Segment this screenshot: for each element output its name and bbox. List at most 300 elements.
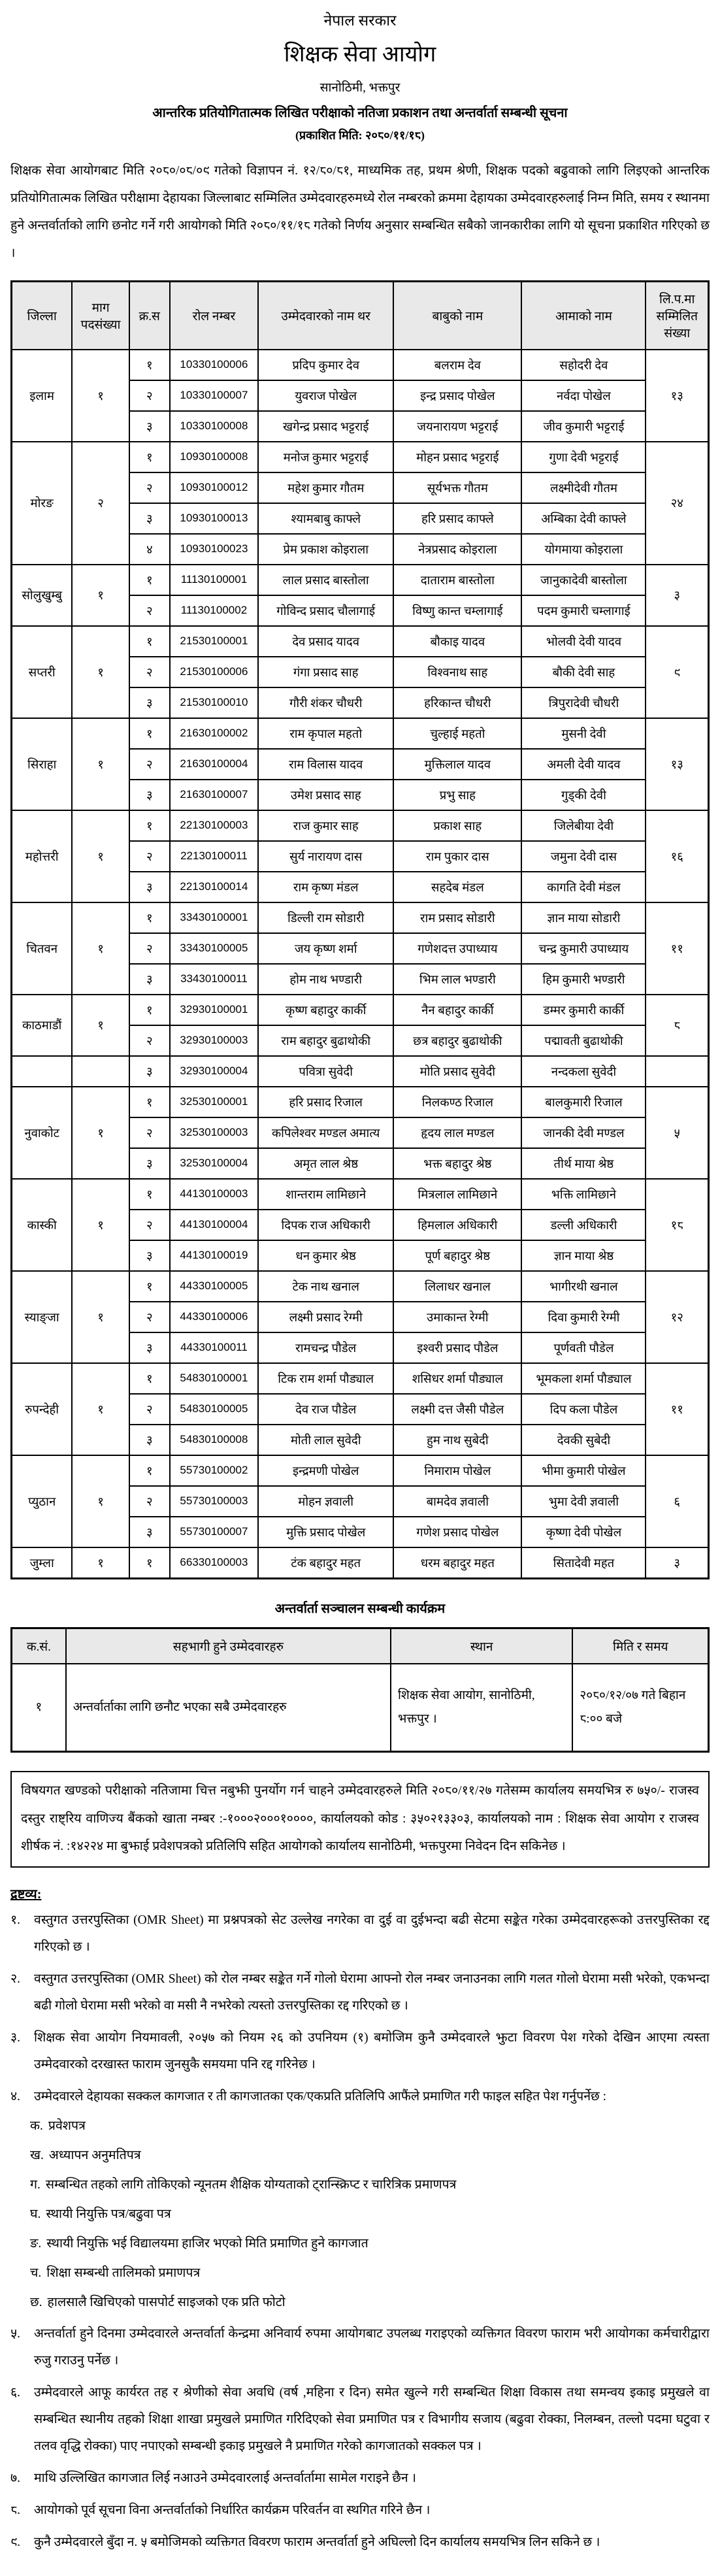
- mother-name-cell: दिवा कुमारी रेग्मी: [521, 1302, 646, 1332]
- roll-number-cell: 55730100007: [170, 1517, 259, 1547]
- note-number: ५.: [10, 2327, 21, 2341]
- written-count-cell: १३: [646, 350, 708, 442]
- program-table-body: [12, 1664, 709, 1752]
- candidate-name-cell: गंगा प्रसाद साह: [258, 657, 393, 687]
- roll-number-cell: 32530100003: [170, 1117, 259, 1148]
- district-cell: सोलुखुम्बु: [12, 565, 73, 626]
- note-number: ४.: [10, 2089, 21, 2104]
- result-table-row: [12, 1547, 709, 1579]
- note-item: [10, 2466, 710, 2492]
- written-count-cell: ५: [646, 1087, 708, 1179]
- candidate-name-cell: मोहन ज्ञवाली: [258, 1486, 393, 1517]
- demand-count-cell: १: [72, 1363, 129, 1455]
- note-subitem-text: अध्यापन अनुमतिपत्र: [48, 2148, 141, 2162]
- result-table-row: [12, 1363, 709, 1394]
- mother-name-cell: सहोदरी देव: [521, 350, 646, 380]
- col-header-venue: स्थान: [391, 1628, 572, 1664]
- demand-count-cell: १: [72, 1179, 129, 1271]
- district-cell: प्युठान: [12, 1455, 73, 1547]
- demand-count-cell: १: [72, 902, 129, 995]
- candidate-name-cell: धन कुमार श्रेष्ठ: [258, 1240, 393, 1271]
- serial-cell: ३: [129, 1517, 170, 1547]
- district-cell: नुवाकोट: [12, 1087, 73, 1179]
- note-subitem: [30, 2113, 710, 2140]
- program-table: [10, 1627, 710, 1753]
- candidate-name-cell: कपिलेश्वर मण्डल अमात्य: [258, 1117, 393, 1148]
- candidate-name-cell: हरि प्रसाद रिजाल: [258, 1087, 393, 1117]
- written-count-cell: ६: [646, 1455, 708, 1547]
- roll-number-cell: 21630100007: [170, 780, 259, 810]
- roll-number-cell: 10930100008: [170, 442, 259, 472]
- program-serial-cell: १: [12, 1664, 66, 1752]
- roll-number-cell: 32530100001: [170, 1087, 259, 1117]
- serial-cell: १: [129, 1547, 170, 1579]
- col-header-participants: सहभागी हुने उम्मेदवारहरु: [66, 1628, 391, 1664]
- candidate-name-cell: टिक राम शर्मा पौड्याल: [258, 1363, 393, 1394]
- serial-cell: १: [129, 718, 170, 749]
- note-subitem-letter: छ.: [30, 2295, 42, 2309]
- father-name-cell: सूर्यभक्त गौतम: [393, 472, 521, 503]
- result-table-row: [12, 1179, 709, 1210]
- serial-cell: २: [129, 380, 170, 411]
- note-item: [10, 2380, 710, 2460]
- serial-cell: ३: [129, 503, 170, 534]
- mother-name-cell: जानुकादेवी बास्तोला: [521, 565, 646, 595]
- mother-name-cell: भागीरथी खनाल: [521, 1271, 646, 1302]
- candidate-name-cell: राम कृष्ण मंडल: [258, 872, 393, 902]
- roll-number-cell: 44130100003: [170, 1179, 259, 1210]
- roll-number-cell: 33430100001: [170, 902, 259, 933]
- candidate-name-cell: रामचन्द्र पौडेल: [258, 1332, 393, 1363]
- candidate-name-cell: प्रदिप कुमार देव: [258, 350, 393, 380]
- mother-name-cell: गुड्की देवी: [521, 780, 646, 810]
- serial-cell: १: [129, 565, 170, 595]
- mother-name-cell: लक्ष्मीदेवी गौतम: [521, 472, 646, 503]
- col-header-candidate-name: उम्मेदवारको नाम थर: [258, 281, 393, 350]
- father-name-cell: प्रभु साह: [393, 780, 521, 810]
- roll-number-cell: 10330100008: [170, 411, 259, 442]
- note-subitem-text: स्थायी नियुक्ति भई विद्यालयमा हाजिर भएको मिति प्रमाणित हुने कागजात: [46, 2236, 368, 2251]
- serial-cell: १: [129, 1363, 170, 1394]
- father-name-cell: प्रकाश साह: [393, 810, 521, 841]
- father-name-cell: निमाराम पोखेल: [393, 1455, 521, 1486]
- mother-name-cell: सितादेवी महत: [521, 1547, 646, 1579]
- mother-name-cell: दिप कला पौडेल: [521, 1394, 646, 1425]
- note-subitem-text: शिक्षा सम्बन्धी तालिमको प्रमाणपत्र: [46, 2266, 201, 2280]
- mother-name-cell: हिम कुमारी भण्डारी: [521, 964, 646, 995]
- result-table-header-row: [12, 281, 709, 350]
- candidate-name-cell: गौरी शंकर चौधरी: [258, 687, 393, 718]
- mother-name-cell: ज्ञान माया सोडारी: [521, 902, 646, 933]
- father-name-cell: हरिकान्त चौधरी: [393, 687, 521, 718]
- serial-cell: ३: [129, 687, 170, 718]
- serial-cell: ३: [129, 964, 170, 995]
- col-header-written-count: लि.प.मा सम्मिलित संख्या: [646, 281, 708, 350]
- result-table-row: [12, 1271, 709, 1302]
- father-name-cell: राम पुकार दास: [393, 841, 521, 872]
- demand-count-cell: १: [72, 810, 129, 902]
- roll-number-cell: 22130100011: [170, 841, 259, 872]
- result-table-row: [12, 902, 709, 933]
- written-count-cell: ३: [646, 1547, 708, 1579]
- serial-cell: २: [129, 1025, 170, 1056]
- candidate-name-cell: देव प्रसाद यादव: [258, 626, 393, 657]
- father-name-cell: मित्रलाल लामिछाने: [393, 1179, 521, 1210]
- roll-number-cell: 10930100013: [170, 503, 259, 534]
- note-subitem: [30, 2260, 710, 2287]
- candidate-name-cell: लक्ष्मी प्रसाद रेग्मी: [258, 1302, 393, 1332]
- intro-paragraph: शिक्षक सेवा आयोगबाट मिति २०८०/०८/०९ गतेको विज्ञापन नं. १२/८०/८१, माध्यमिक तह, प्रथम श्रेणी, शिक्षक पदको बढुवाको लागि लिइएको आन्तरिक प्रतियोगितात्मक लिखित परीक्षामा देहायका जिल्लाबाट सम्मिलित उम्मेदवारहरुमध्ये रोल नम्बरको क्रममा देहायका उम्मेदवारहरुलाई निम्न मिति, समय र स्थानमा हुने अन्तर्वार्ताको लागि छनोट गर्ने गरी आयोगको मिति २०८०/११/१८ गतेको निर्णय अनुसार सम्बन्धित सबैको जानकारीका लागि यो सूचना प्रकाशित गरिएको छ ।: [10, 164, 710, 260]
- roll-number-cell: 11130100002: [170, 595, 259, 626]
- note-item: [10, 2025, 710, 2079]
- note-subitem: [30, 2172, 710, 2199]
- written-count-cell: ८: [646, 995, 708, 1056]
- note-number: १.: [10, 1913, 21, 1928]
- note-number: ८.: [10, 2503, 21, 2518]
- father-name-cell: इश्वरी प्रसाद पौडेल: [393, 1332, 521, 1363]
- program-datetime-cell: २०८०/१२/०७ गते बिहान ८:०० बजे: [572, 1664, 708, 1752]
- written-count-cell: ११: [646, 1363, 708, 1455]
- note-text: उम्मेदवारले आफू कार्यरत तह र श्रेणीको सेवा अवधि (वर्ष ,महिना र दिन) समेत खुल्ने गरी सम्बन्धित शिक्षा विकास तथा समन्वय इकाइ प्रमुखले वा सम्बन्धित स्थानीय तहको शिक्षा शाखा प्रमुखले प्रमाणित गरिदिएको सेवा प्रमाणित पत्र र विभागीय सजाय (बढुवा रोक्का, निलम्बन, तल्लो पदमा घटुवा र तलव वृद्धि रोक्का) पाए नपाएको सम्बन्धी इकाइ प्रमुखले नै प्रमाणित गरेको कागजातको सक्कल पत्र ।: [34, 2386, 710, 2454]
- note-text: शिक्षक सेवा आयोग नियमावली, २०५७ को नियम २६ को उपनियम (१) बमोजिम कुनै उम्मेदवारले झुटा विवरण पेश गरेको देखिन आएमा त्यस्ता उम्मेदवारको दरखास्त फाराम जुनसुकै समयमा पनि रद्द गरिनेछ ।: [34, 2031, 710, 2072]
- serial-cell: २: [129, 749, 170, 780]
- district-cell: चितवन: [12, 902, 73, 995]
- serial-cell: ३: [129, 1332, 170, 1363]
- candidate-name-cell: श्यामबाबु काफ्ले: [258, 503, 393, 534]
- father-name-cell: हरि प्रसाद काफ्ले: [393, 503, 521, 534]
- father-name-cell: विष्णु कान्त चम्लागाई: [393, 595, 521, 626]
- mother-name-cell: भोलवी देवी यादव: [521, 626, 646, 657]
- candidate-name-cell: खगेन्द्र प्रसाद भट्टराई: [258, 411, 393, 442]
- program-table-row: [12, 1664, 709, 1752]
- result-table-row: [12, 718, 709, 749]
- written-count-cell: १३: [646, 718, 708, 810]
- mother-name-cell: भूमकला शर्मा पौड्याल: [521, 1363, 646, 1394]
- result-table-row: [12, 1455, 709, 1486]
- serial-cell: १: [129, 1087, 170, 1117]
- mother-name-cell: जीव कुमारी भट्टराई: [521, 411, 646, 442]
- candidate-name-cell: टंक बहादुर महत: [258, 1547, 393, 1579]
- program-participants-cell: अन्तर्वार्ताका लागि छनौट भएका सबै उम्मेदवारहरु: [66, 1664, 391, 1752]
- roll-number-cell: 32930100003: [170, 1025, 259, 1056]
- published-date: (प्रकाशित मिति: २०८०/११/१८): [295, 129, 425, 142]
- note-item: [10, 2530, 710, 2556]
- result-table-row: [12, 810, 709, 841]
- mother-name-cell: बालकुमारी रिजाल: [521, 1087, 646, 1117]
- father-name-cell: धरम बहादुर महत: [393, 1547, 521, 1579]
- serial-cell: १: [129, 902, 170, 933]
- father-name-cell: राम प्रसाद सोडारी: [393, 902, 521, 933]
- demand-count-cell: १: [72, 626, 129, 718]
- mother-name-cell: गुणा देवी भट्टराई: [521, 442, 646, 472]
- note-number: ३.: [10, 2031, 21, 2045]
- note-subitem-letter: ङ.: [30, 2236, 42, 2251]
- retotaling-notice: विषयगत खण्डको परीक्षाको नतिजामा चित्त नबुझी पुनर्योग गर्न चाहने उम्मेदवारहरुले मिति २०८०/११/२७ गतेसम्म कार्यालय समयभित्र रु ७५०/- राजस्व दस्तुर राष्ट्रिय वाणिज्य बैंकको खाता नम्बर :-१०००२०००१००००, कार्यालयको कोड : ३५०२१३३०३, कार्यालयको नाम : शिक्षक सेवा आयोग र राजस्व शीर्षक नं. :१४२२४ मा बुझाई प्रवेशपत्रको प्रतिलिपि सहित आयोगको कार्यालय सानोठिमी, भक्तपुरमा निवेदन दिन सकिनेछ ।: [10, 1771, 710, 1868]
- father-name-cell: नैन बहादुर कार्की: [393, 995, 521, 1025]
- candidate-name-cell: युवराज पोखेल: [258, 380, 393, 411]
- roll-number-cell: 66330100003: [170, 1547, 259, 1579]
- candidate-name-cell: गोविन्द प्रसाद चौलागाई: [258, 595, 393, 626]
- program-venue-cell: शिक्षक सेवा आयोग, सानोठिमी, भक्तपुर ।: [391, 1664, 572, 1752]
- father-name-cell: बलराम देव: [393, 350, 521, 380]
- note-number: ७.: [10, 2471, 21, 2486]
- col-header-district: जिल्ला: [12, 281, 73, 350]
- roll-number-cell: 21530100010: [170, 687, 259, 718]
- result-table-row: [12, 1056, 709, 1087]
- demand-count-cell: १: [72, 1271, 129, 1363]
- mother-name-cell: डम्मर कुमारी कार्की: [521, 995, 646, 1025]
- note-number: २.: [10, 1972, 21, 1987]
- serial-cell: २: [129, 1302, 170, 1332]
- district-cell: सिराहा: [12, 718, 73, 810]
- father-name-cell: गणेशदत्त उपाध्याय: [393, 933, 521, 964]
- candidate-name-cell: टेक नाथ खनाल: [258, 1271, 393, 1302]
- mother-name-cell: बौकी देवी साह: [521, 657, 646, 687]
- father-name-cell: शसिधर शर्मा पौड्याल: [393, 1363, 521, 1394]
- serial-cell: ४: [129, 534, 170, 565]
- serial-cell: ३: [129, 411, 170, 442]
- candidate-name-cell: राम बहादुर बुढाथोकी: [258, 1025, 393, 1056]
- roll-number-cell: 54830100005: [170, 1394, 259, 1425]
- candidate-name-cell: मुक्ति प्रसाद पोखेल: [258, 1517, 393, 1547]
- mother-name-cell: त्रिपुरादेवी चौधरी: [521, 687, 646, 718]
- note-subitem-letter: क.: [30, 2119, 43, 2133]
- father-name-cell: हृदय लाल मण्डल: [393, 1117, 521, 1148]
- note-text: उम्मेदवारले देहायका सक्कल कागजात र ती कागजातका एक/एकप्रति प्रतिलिपि आफैंले प्रमाणित गरी फाइल सहित पेश गर्नुपर्नेछ :: [34, 2089, 606, 2104]
- note-subitem-letter: घ.: [30, 2207, 41, 2221]
- notes-section: [10, 1885, 710, 2556]
- father-name-cell: भिम लाल भण्डारी: [393, 964, 521, 995]
- note-subitem: [30, 2202, 710, 2228]
- serial-cell: १: [129, 1179, 170, 1210]
- district-cell: कास्की: [12, 1179, 73, 1271]
- document-header: [10, 9, 710, 143]
- candidate-name-cell: राम विलास यादव: [258, 749, 393, 780]
- result-table-row: [12, 350, 709, 380]
- mother-name-cell: योगमाया कोइराला: [521, 534, 646, 565]
- candidate-name-cell: राम कृपाल महतो: [258, 718, 393, 749]
- roll-number-cell: 55730100002: [170, 1455, 259, 1486]
- mother-name-cell: अमली देवी यादव: [521, 749, 646, 780]
- mother-name-cell: चन्द्र कुमारी उपाध्याय: [521, 933, 646, 964]
- roll-number-cell: 55730100003: [170, 1486, 259, 1517]
- note-subitem: [30, 2290, 710, 2317]
- mother-name-cell: अम्बिका देवी काफ्ले: [521, 503, 646, 534]
- roll-number-cell: 21630100004: [170, 749, 259, 780]
- father-name-cell: दाताराम बास्तोला: [393, 565, 521, 595]
- notes-title: द्रष्टव्य:: [10, 1887, 42, 1902]
- roll-number-cell: 32930100004: [170, 1056, 259, 1087]
- roll-number-cell: 21530100001: [170, 626, 259, 657]
- roll-number-cell: 54830100001: [170, 1363, 259, 1394]
- candidate-name-cell: राज कुमार साह: [258, 810, 393, 841]
- col-header-father-name: बाबुको नाम: [393, 281, 521, 350]
- col-header-mother-name: आमाको नाम: [521, 281, 646, 350]
- candidate-name-cell: प्रेम प्रकाश कोइराला: [258, 534, 393, 565]
- note-subitem: [30, 2231, 710, 2258]
- father-name-cell: सहदेब मंडल: [393, 872, 521, 902]
- candidate-name-cell: मनोज कुमार भट्टराई: [258, 442, 393, 472]
- candidate-name-cell: कृष्ण बहादुर कार्की: [258, 995, 393, 1025]
- candidate-name-cell: पवित्रा सुवेदी: [258, 1056, 393, 1087]
- mother-name-cell: भुमा देवी ज्ञवाली: [521, 1486, 646, 1517]
- serial-cell: १: [129, 442, 170, 472]
- commission-title: शिक्षक सेवा आयोग: [284, 42, 436, 67]
- father-name-cell: विश्वनाथ साह: [393, 657, 521, 687]
- written-count-cell: ९: [646, 626, 708, 718]
- col-header-demand-count: माग पदसंख्या: [72, 281, 129, 350]
- result-table-row: [12, 995, 709, 1025]
- written-count-cell: १२: [646, 1271, 708, 1363]
- result-table-body: [12, 350, 709, 1579]
- candidate-name-cell: सुर्य नारायण दास: [258, 841, 393, 872]
- result-table: [10, 280, 710, 1579]
- candidate-name-cell: जय कृष्ण शर्मा: [258, 933, 393, 964]
- demand-count-cell: १: [72, 1087, 129, 1179]
- mother-name-cell: जमुना देवी दास: [521, 841, 646, 872]
- result-table-row: [12, 565, 709, 595]
- mother-name-cell: डल्ली अधिकारी: [521, 1210, 646, 1240]
- candidate-name-cell: देव राज पौडेल: [258, 1394, 393, 1425]
- mother-name-cell: देवकी सुबेदी: [521, 1425, 646, 1455]
- serial-cell: ३: [129, 1425, 170, 1455]
- note-item: [10, 2498, 710, 2524]
- father-name-cell: भक्त बहादुर श्रेष्ठ: [393, 1148, 521, 1179]
- father-name-cell: निलकण्ठ रिजाल: [393, 1087, 521, 1117]
- serial-cell: ३: [129, 872, 170, 902]
- district-cell: [12, 1056, 73, 1087]
- serial-cell: ३: [129, 780, 170, 810]
- written-count-cell: १८: [646, 1179, 708, 1271]
- demand-count-cell: १: [72, 995, 129, 1056]
- district-cell: काठमाडौं: [12, 995, 73, 1056]
- written-count-cell: ३: [646, 565, 708, 626]
- father-name-cell: मुक्तिलाल यादव: [393, 749, 521, 780]
- roll-number-cell: 22130100014: [170, 872, 259, 902]
- written-count-cell: १६: [646, 810, 708, 902]
- mother-name-cell: भक्ति लामिछाने: [521, 1179, 646, 1210]
- mother-name-cell: पदम कुमारी चम्लागाई: [521, 595, 646, 626]
- demand-count-cell: १: [72, 350, 129, 442]
- roll-number-cell: 10330100006: [170, 350, 259, 380]
- mother-name-cell: जानकी देवी मण्डल: [521, 1117, 646, 1148]
- roll-number-cell: 10330100007: [170, 380, 259, 411]
- note-text: अन्तर्वार्ता हुने दिनमा उम्मेदवारले अन्तर्वार्ता केन्द्रमा अनिवार्य रुपमा आयोगबाट उपलब्ध गराइएको व्यक्तिगत विवरण फाराम भरी आयोगका कर्मचारीद्वारा रुजु गराउनु पर्नेछ ।: [34, 2327, 710, 2368]
- mother-name-cell: मुसनी देवी: [521, 718, 646, 749]
- serial-cell: १: [129, 1455, 170, 1486]
- roll-number-cell: 22130100003: [170, 810, 259, 841]
- district-cell: इलाम: [12, 350, 73, 442]
- father-name-cell: चुल्हाई महतो: [393, 718, 521, 749]
- father-name-cell: जयनारायण भट्टराई: [393, 411, 521, 442]
- candidate-name-cell: शान्तराम लामिछाने: [258, 1179, 393, 1210]
- note-subitem-letter: ख.: [30, 2148, 44, 2162]
- candidate-name-cell: मोती लाल सुवेदी: [258, 1425, 393, 1455]
- program-section-title: अन्तर्वार्ता सञ्चालन सम्बन्धी कार्यक्रम: [274, 1601, 446, 1616]
- serial-cell: २: [129, 657, 170, 687]
- mother-name-cell: नर्वदा पोखेल: [521, 380, 646, 411]
- roll-number-cell: 33430100005: [170, 933, 259, 964]
- note-subitem: [30, 2143, 710, 2170]
- mother-name-cell: ज्ञान माया श्रेष्ठ: [521, 1240, 646, 1271]
- candidate-name-cell: इन्द्रमणी पोखेल: [258, 1455, 393, 1486]
- mother-name-cell: तीर्थ माया श्रेष्ठ: [521, 1148, 646, 1179]
- father-name-cell: बामदेव ज्ञवाली: [393, 1486, 521, 1517]
- roll-number-cell: 44330100011: [170, 1332, 259, 1363]
- note-subitem-text: सम्बन्धित तहको लागि तोकिएको न्यूनतम शैक्षिक योग्यताको ट्रान्स्क्रिप्ट र चारित्रिक प्रमाणपत्र: [45, 2177, 457, 2192]
- demand-count-cell: १: [72, 565, 129, 626]
- roll-number-cell: 32930100001: [170, 995, 259, 1025]
- serial-cell: १: [129, 995, 170, 1025]
- serial-cell: १: [129, 810, 170, 841]
- serial-cell: ३: [129, 1056, 170, 1087]
- note-subitem-text: हालसालै खिचिएको पासपोर्ट साइजको एक प्रति फोटो: [47, 2295, 286, 2309]
- note-item: [10, 1966, 710, 2020]
- candidate-name-cell: उमेश प्रसाद साह: [258, 780, 393, 810]
- roll-number-cell: 44330100005: [170, 1271, 259, 1302]
- father-name-cell: नेत्रप्रसाद कोइराला: [393, 534, 521, 565]
- roll-number-cell: 10930100023: [170, 534, 259, 565]
- note-text: आयोगको पूर्व सूचना विना अन्तर्वार्ताको निर्धारित कार्यक्रम परिवर्तन वा स्थगित गरिने छैन ।: [34, 2503, 431, 2518]
- candidate-name-cell: होम नाथ भण्डारी: [258, 964, 393, 995]
- father-name-cell: छत्र बहादुर बुढाथोकी: [393, 1025, 521, 1056]
- col-header-serial: क्र.स: [129, 281, 170, 350]
- father-name-cell: हुम नाथ सुबेदी: [393, 1425, 521, 1455]
- father-name-cell: लक्ष्मी दत्त जैसी पौडेल: [393, 1394, 521, 1425]
- program-table-header-row: [12, 1628, 709, 1664]
- roll-number-cell: 10930100012: [170, 472, 259, 503]
- result-table-row: [12, 442, 709, 472]
- father-name-cell: हिमलाल अधिकारी: [393, 1210, 521, 1240]
- serial-cell: २: [129, 1394, 170, 1425]
- serial-cell: १: [129, 626, 170, 657]
- district-cell: जुम्ला: [12, 1547, 73, 1579]
- result-table-row: [12, 1087, 709, 1117]
- serial-cell: २: [129, 841, 170, 872]
- mother-name-cell: कागति देवी मंडल: [521, 872, 646, 902]
- note-text: वस्तुगत उत्तरपुस्तिका (OMR Sheet) को रोल नम्बर सङ्केत गर्ने गोलो घेरामा आफ्नो रोल नम्बर जनाउनका लागि गलत गोलो घेरामा मसी भरेको, एकभन्दा बढी गोलो घेरामा मसी भरेको वा मसी नै नभरेको त्यस्तो उत्तरपुस्तिका रद्द गरिएको छ ।: [34, 1972, 710, 2013]
- mother-name-cell: जिलेबीया देवी: [521, 810, 646, 841]
- father-name-cell: इन्द्र प्रसाद पोखेल: [393, 380, 521, 411]
- father-name-cell: लिलाधर खनाल: [393, 1271, 521, 1302]
- note-subitem-letter: च.: [30, 2266, 42, 2280]
- written-count-cell: २४: [646, 442, 708, 565]
- demand-count-cell: २: [72, 442, 129, 565]
- notice-title: आन्तरिक प्रतियोगितात्मक लिखित परीक्षाको नतिजा प्रकाशन तथा अन्तर्वार्ता सम्बन्धी सूचना: [152, 106, 568, 120]
- mother-name-cell: पद्मावती बुढाथोकी: [521, 1025, 646, 1056]
- written-count-cell: ११: [646, 902, 708, 995]
- demand-count-cell: १: [72, 1547, 129, 1579]
- serial-cell: २: [129, 595, 170, 626]
- roll-number-cell: 11130100001: [170, 565, 259, 595]
- note-item: [10, 2084, 710, 2111]
- roll-number-cell: 44330100006: [170, 1302, 259, 1332]
- father-name-cell: पूर्ण बहादुर श्रेष्ठ: [393, 1240, 521, 1271]
- notes-list: [10, 1907, 710, 2556]
- serial-cell: ३: [129, 1148, 170, 1179]
- note-subitem-text: स्थायी नियुक्ति पत्र/बढुवा पत्र: [46, 2207, 171, 2221]
- mother-name-cell: भीमा कुमारी पोखेल: [521, 1455, 646, 1486]
- note-text: माथि उल्लिखित कागजात लिई नआउने उम्मेदवारलाई अन्तर्वार्तामा सामेल गराइने छैन ।: [34, 2471, 417, 2486]
- note-item: [10, 1907, 710, 1961]
- district-cell: स्याङ्जा: [12, 1271, 73, 1363]
- serial-cell: १: [129, 1271, 170, 1302]
- serial-cell: २: [129, 1486, 170, 1517]
- candidate-name-cell: लाल प्रसाद बास्तोला: [258, 565, 393, 595]
- serial-cell: २: [129, 933, 170, 964]
- serial-cell: २: [129, 472, 170, 503]
- result-table-row: [12, 626, 709, 657]
